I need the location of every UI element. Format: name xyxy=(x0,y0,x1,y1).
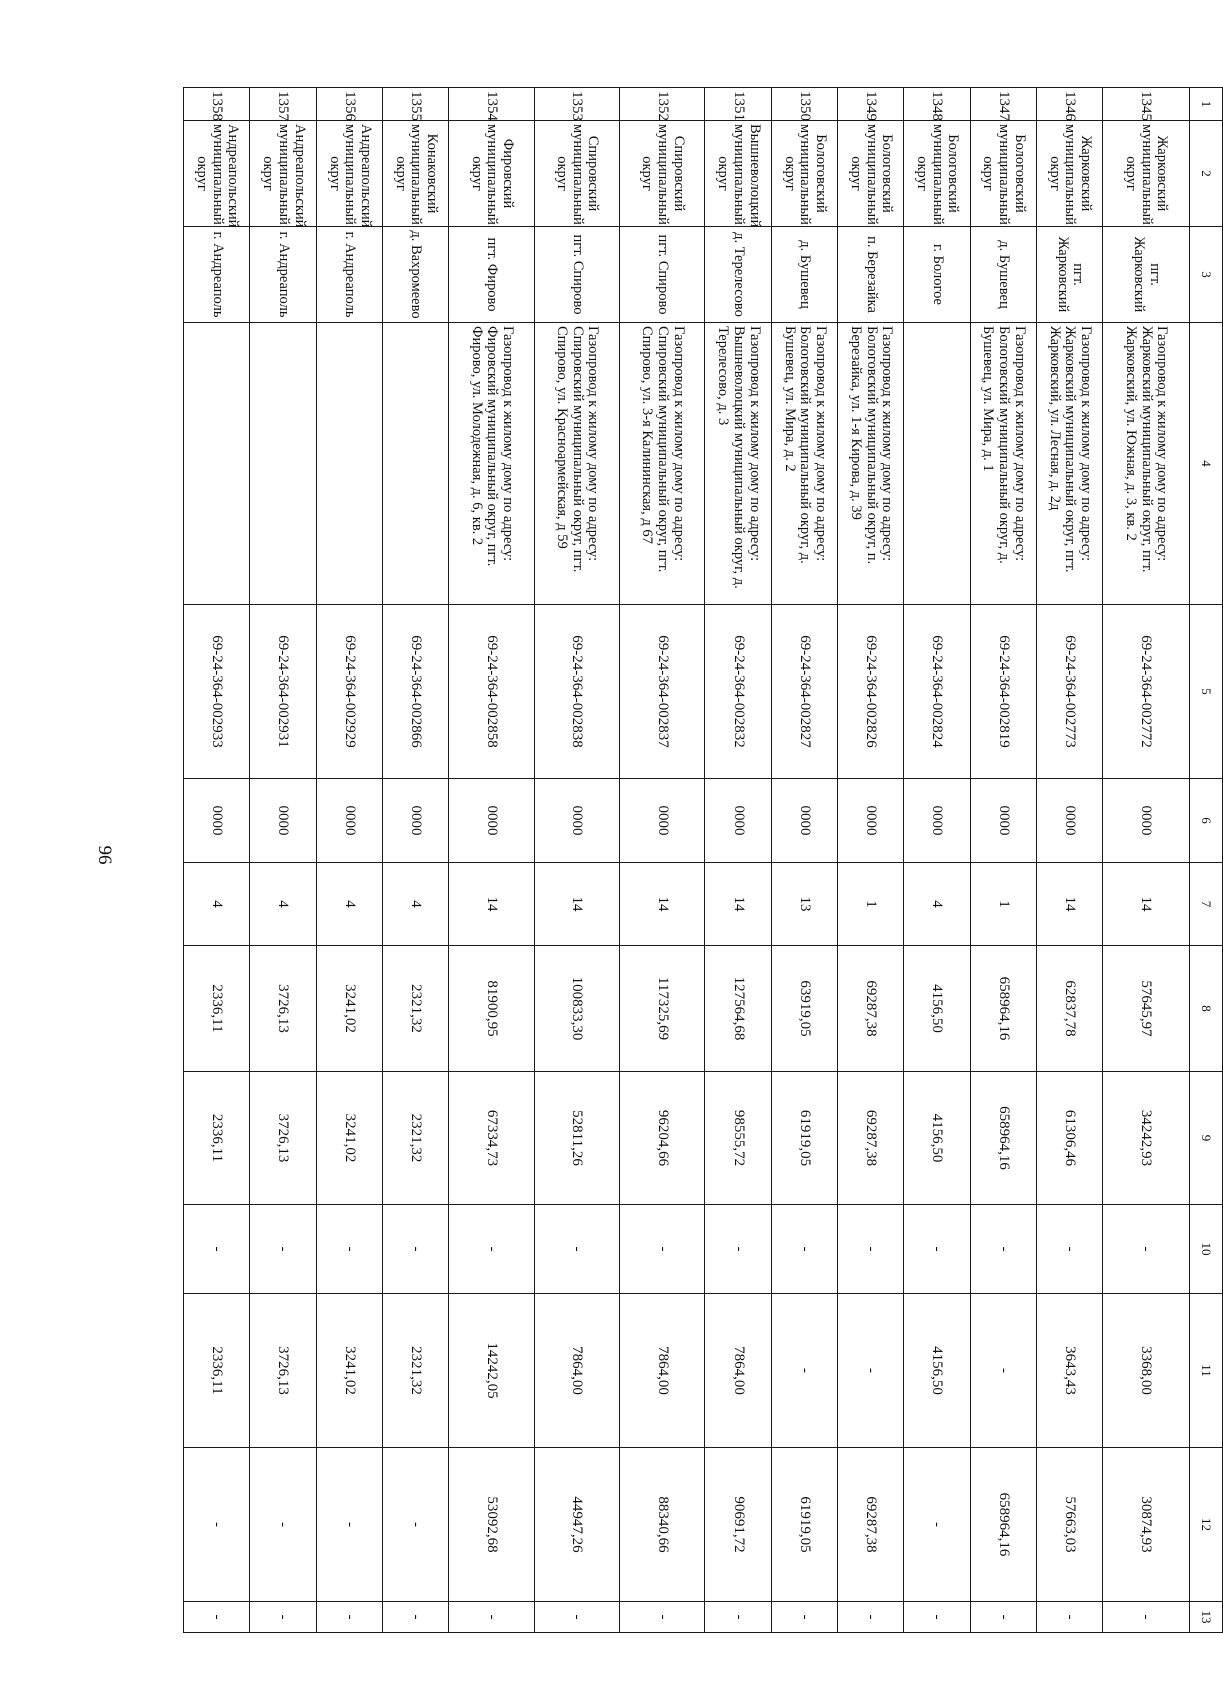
column-10-cell: - xyxy=(1103,1205,1190,1294)
region-cell: Жарковский муниципальный округ xyxy=(1103,121,1190,227)
table-row xyxy=(771,88,837,1633)
row-number-cell: 1358 xyxy=(184,88,250,121)
column-6-cell: 0000 xyxy=(970,779,1036,863)
column-8-cell: 81900,95 xyxy=(449,946,534,1072)
column-11-cell: 3241,02 xyxy=(316,1294,382,1448)
column-9-cell: 61306,46 xyxy=(1036,1072,1102,1205)
table-row xyxy=(534,88,619,1633)
column-12-cell: 30874,93 xyxy=(1103,1448,1190,1602)
row-number-cell: 1347 xyxy=(970,88,1036,121)
column-9-cell: 69287,38 xyxy=(838,1072,904,1205)
region-cell: Бологовский муниципальный округ xyxy=(838,121,904,227)
column-6-cell: 0000 xyxy=(838,779,904,863)
column-10-cell: - xyxy=(970,1205,1036,1294)
column-6-cell: 0000 xyxy=(904,779,970,863)
column-11-cell: 2321,32 xyxy=(382,1294,448,1448)
column-10-cell: - xyxy=(705,1205,771,1294)
column-11-cell: 4156,50 xyxy=(904,1294,970,1448)
cadastral-number-cell: 69-24-364-002819 xyxy=(970,605,1036,779)
column-10-cell: - xyxy=(250,1205,316,1294)
column-11-cell: 7864,00 xyxy=(620,1294,705,1448)
locality-cell: г. Бологое xyxy=(904,227,970,323)
cadastral-number-cell: 69-24-364-002931 xyxy=(250,605,316,779)
column-8-cell: 3726,13 xyxy=(250,946,316,1072)
column-13-cell: - xyxy=(620,1602,705,1633)
region-cell: Андреапольский муниципальный округ xyxy=(250,121,316,227)
column-6-cell: 0000 xyxy=(316,779,382,863)
column-13-cell: - xyxy=(250,1602,316,1633)
locality-cell: д. Терелесово xyxy=(705,227,771,323)
locality-cell: д. Бушевец xyxy=(970,227,1036,323)
column-8-cell: 63919,05 xyxy=(771,946,837,1072)
column-13-cell: - xyxy=(382,1602,448,1633)
description-cell: Газопровод к жилому дому по адресу: Жарковский муниципальный округ, пгт. Жарковский, ул. Лесная, д. 2д xyxy=(1036,323,1102,605)
column-10-cell: - xyxy=(184,1205,250,1294)
column-12-cell: 44947,26 xyxy=(534,1448,619,1602)
region-cell: Вышневолоцкий муниципальный округ xyxy=(705,121,771,227)
region-cell: Спировский муниципальный округ xyxy=(534,121,619,227)
column-13-cell: - xyxy=(705,1602,771,1633)
column-10-cell: - xyxy=(1036,1205,1102,1294)
table-row xyxy=(1036,88,1102,1633)
column-12-cell: - xyxy=(904,1448,970,1602)
column-12-cell: 61919,05 xyxy=(771,1448,837,1602)
column-8-cell: 658964,16 xyxy=(970,946,1036,1072)
column-7-cell: 1 xyxy=(970,863,1036,946)
column-11-cell: 7864,00 xyxy=(534,1294,619,1448)
cadastral-number-cell: 69-24-364-002772 xyxy=(1103,605,1190,779)
column-9-cell: 98555,72 xyxy=(705,1072,771,1205)
column-10-cell: - xyxy=(838,1205,904,1294)
region-cell: Бологовский муниципальный округ xyxy=(970,121,1036,227)
column-13-cell: - xyxy=(771,1602,837,1633)
row-number-cell: 1352 xyxy=(620,88,705,121)
description-cell xyxy=(382,323,448,605)
description-cell xyxy=(250,323,316,605)
column-number-header: 13 xyxy=(1189,1602,1222,1633)
column-number-header: 5 xyxy=(1189,605,1222,779)
data-table xyxy=(183,87,1223,1633)
locality-cell: д. Вахромеево xyxy=(382,227,448,323)
column-11-cell: - xyxy=(771,1294,837,1448)
table-row xyxy=(838,88,904,1633)
column-9-cell: 61919,05 xyxy=(771,1072,837,1205)
row-number-cell: 1354 xyxy=(449,88,534,121)
column-number-header: 8 xyxy=(1189,946,1222,1072)
column-7-cell: 13 xyxy=(771,863,837,946)
column-9-cell: 658964,16 xyxy=(970,1072,1036,1205)
region-cell: Фировский муниципальный округ xyxy=(449,121,534,227)
region-cell: Андреапольский муниципальный округ xyxy=(184,121,250,227)
table-row xyxy=(705,88,771,1633)
cadastral-number-cell: 69-24-364-002933 xyxy=(184,605,250,779)
locality-cell: г. Андреаполь xyxy=(184,227,250,323)
column-12-cell: - xyxy=(316,1448,382,1602)
column-6-cell: 0000 xyxy=(1103,779,1190,863)
column-11-cell: 3368,00 xyxy=(1103,1294,1190,1448)
description-cell xyxy=(184,323,250,605)
description-cell: Газопровод к жилому дому по адресу: Спировский муниципальный округ, пгт. Спирово, ул. 3-я Калининская, д 67 xyxy=(620,323,705,605)
locality-cell: г. Андреаполь xyxy=(250,227,316,323)
column-9-cell: 96204,66 xyxy=(620,1072,705,1205)
cadastral-number-cell: 69-24-364-002824 xyxy=(904,605,970,779)
column-number-header: 3 xyxy=(1189,227,1222,323)
column-13-cell: - xyxy=(1103,1602,1190,1633)
column-6-cell: 0000 xyxy=(449,779,534,863)
column-11-cell: 14242,05 xyxy=(449,1294,534,1448)
locality-cell: пгт. Жарковский xyxy=(1103,227,1190,323)
column-12-cell: - xyxy=(250,1448,316,1602)
cadastral-number-cell: 69-24-364-002866 xyxy=(382,605,448,779)
column-10-cell: - xyxy=(620,1205,705,1294)
column-7-cell: 14 xyxy=(449,863,534,946)
column-13-cell: - xyxy=(970,1602,1036,1633)
column-9-cell: 67334,73 xyxy=(449,1072,534,1205)
page-number: 96 xyxy=(94,845,115,865)
column-8-cell: 69287,38 xyxy=(838,946,904,1072)
column-8-cell: 3241,02 xyxy=(316,946,382,1072)
column-6-cell: 0000 xyxy=(534,779,619,863)
column-10-cell: - xyxy=(449,1205,534,1294)
description-cell: Газопровод к жилому дому по адресу: Бологовский муниципальный округ, д. Бушевец, ул. Мира, д. 1 xyxy=(970,323,1036,605)
column-12-cell: 53092,68 xyxy=(449,1448,534,1602)
column-7-cell: 4 xyxy=(250,863,316,946)
table-row xyxy=(904,88,970,1633)
column-number-header: 9 xyxy=(1189,1072,1222,1205)
column-8-cell: 100833,30 xyxy=(534,946,619,1072)
column-7-cell: 14 xyxy=(1036,863,1102,946)
column-11-cell: - xyxy=(970,1294,1036,1448)
column-7-cell: 14 xyxy=(705,863,771,946)
column-12-cell: 57663,03 xyxy=(1036,1448,1102,1602)
column-7-cell: 14 xyxy=(534,863,619,946)
region-cell: Бологовский муниципальный округ xyxy=(904,121,970,227)
column-7-cell: 14 xyxy=(620,863,705,946)
column-number-header: 11 xyxy=(1189,1294,1222,1448)
row-number-cell: 1349 xyxy=(838,88,904,121)
region-cell: Спировский муниципальный округ xyxy=(620,121,705,227)
column-8-cell: 127564,68 xyxy=(705,946,771,1072)
column-6-cell: 0000 xyxy=(382,779,448,863)
column-12-cell: - xyxy=(184,1448,250,1602)
column-6-cell: 0000 xyxy=(620,779,705,863)
column-13-cell: - xyxy=(838,1602,904,1633)
column-11-cell: - xyxy=(838,1294,904,1448)
column-6-cell: 0000 xyxy=(250,779,316,863)
column-11-cell: 3726,13 xyxy=(250,1294,316,1448)
column-6-cell: 0000 xyxy=(184,779,250,863)
table-row xyxy=(382,88,448,1633)
column-8-cell: 2336,11 xyxy=(184,946,250,1072)
column-8-cell: 2321,32 xyxy=(382,946,448,1072)
row-number-cell: 1357 xyxy=(250,88,316,121)
column-7-cell: 14 xyxy=(1103,863,1190,946)
column-number-header: 1 xyxy=(1189,88,1222,121)
column-8-cell: 4156,50 xyxy=(904,946,970,1072)
cadastral-number-cell: 69-24-364-002773 xyxy=(1036,605,1102,779)
column-9-cell: 3241,02 xyxy=(316,1072,382,1205)
region-cell: Жарковский муниципальный округ xyxy=(1036,121,1102,227)
table-row xyxy=(970,88,1036,1633)
column-9-cell: 2321,32 xyxy=(382,1072,448,1205)
column-8-cell: 117325,69 xyxy=(620,946,705,1072)
column-11-cell: 2336,11 xyxy=(184,1294,250,1448)
column-number-header: 10 xyxy=(1189,1205,1222,1294)
description-cell: Газопровод к жилому дому по адресу: Фировский муниципальный округ, пгт. Фирово, ул. Молодежная, д. 6, кв. 2 xyxy=(449,323,534,605)
column-8-cell: 57645,97 xyxy=(1103,946,1190,1072)
description-cell xyxy=(316,323,382,605)
column-10-cell: - xyxy=(904,1205,970,1294)
header-row xyxy=(1189,88,1222,1633)
table-row xyxy=(620,88,705,1633)
column-13-cell: - xyxy=(184,1602,250,1633)
cadastral-number-cell: 69-24-364-002929 xyxy=(316,605,382,779)
locality-cell: п. Березайка xyxy=(838,227,904,323)
column-13-cell: - xyxy=(316,1602,382,1633)
description-cell: Газопровод к жилому дому по адресу: Спировский муниципальный округ, пгт. Спирово, ул. Красноармейская, д 59 xyxy=(534,323,619,605)
column-9-cell: 34242,93 xyxy=(1103,1072,1190,1205)
column-7-cell: 1 xyxy=(838,863,904,946)
table-row xyxy=(1103,88,1190,1633)
region-cell: Конаковский муниципальный округ xyxy=(382,121,448,227)
row-number-cell: 1351 xyxy=(705,88,771,121)
column-8-cell: 62837,78 xyxy=(1036,946,1102,1072)
column-6-cell: 0000 xyxy=(705,779,771,863)
column-9-cell: 52811,26 xyxy=(534,1072,619,1205)
description-cell: Газопровод к жилому дому по адресу: Бологовский муниципальный округ, п. Березайка, ул. 1-я Кирова, д. 39 xyxy=(838,323,904,605)
column-12-cell: 658964,16 xyxy=(970,1448,1036,1602)
column-12-cell: 88340,66 xyxy=(620,1448,705,1602)
description-cell: Газопровод к жилому дому по адресу: Жарковский муниципальный округ, пгт. Жарковский, ул. Южная, д. 3, кв. 2 xyxy=(1103,323,1190,605)
column-11-cell: 7864,00 xyxy=(705,1294,771,1448)
cadastral-number-cell: 69-24-364-002838 xyxy=(534,605,619,779)
table-row xyxy=(316,88,382,1633)
column-9-cell: 2336,11 xyxy=(184,1072,250,1205)
description-cell: Газопровод к жилому дому по адресу: Вышневолоцкий муниципальный округ, д. Терелесово, д. 3 xyxy=(705,323,771,605)
column-12-cell: 90691,72 xyxy=(705,1448,771,1602)
column-7-cell: 4 xyxy=(382,863,448,946)
column-13-cell: - xyxy=(534,1602,619,1633)
row-number-cell: 1345 xyxy=(1103,88,1190,121)
locality-cell: д. Бушевец xyxy=(771,227,837,323)
column-13-cell: - xyxy=(449,1602,534,1633)
cadastral-number-cell: 69-24-364-002837 xyxy=(620,605,705,779)
region-cell: Бологовский муниципальный округ xyxy=(771,121,837,227)
column-9-cell: 4156,50 xyxy=(904,1072,970,1205)
table-row xyxy=(184,88,250,1633)
description-cell xyxy=(904,323,970,605)
row-number-cell: 1353 xyxy=(534,88,619,121)
locality-cell: пгт. Спирово xyxy=(534,227,619,323)
column-10-cell: - xyxy=(534,1205,619,1294)
column-12-cell: - xyxy=(382,1448,448,1602)
row-number-cell: 1348 xyxy=(904,88,970,121)
locality-cell: г. Андреаполь xyxy=(316,227,382,323)
column-number-header: 4 xyxy=(1189,323,1222,605)
column-12-cell: 69287,38 xyxy=(838,1448,904,1602)
cadastral-number-cell: 69-24-364-002832 xyxy=(705,605,771,779)
locality-cell: пгт. Жарковский xyxy=(1036,227,1102,323)
description-cell: Газопровод к жилому дому по адресу: Бологовский муниципальный округ, д. Бушевец, ул. Мира, д. 2 xyxy=(771,323,837,605)
column-6-cell: 0000 xyxy=(771,779,837,863)
row-number-cell: 1355 xyxy=(382,88,448,121)
row-number-cell: 1356 xyxy=(316,88,382,121)
region-cell: Андреапольский муниципальный округ xyxy=(316,121,382,227)
column-13-cell: - xyxy=(1036,1602,1102,1633)
column-10-cell: - xyxy=(382,1205,448,1294)
locality-cell: пгт. Спирово xyxy=(620,227,705,323)
row-number-cell: 1350 xyxy=(771,88,837,121)
column-6-cell: 0000 xyxy=(1036,779,1102,863)
column-7-cell: 4 xyxy=(184,863,250,946)
column-13-cell: - xyxy=(904,1602,970,1633)
column-number-header: 2 xyxy=(1189,121,1222,227)
cadastral-number-cell: 69-24-364-002826 xyxy=(838,605,904,779)
row-number-cell: 1346 xyxy=(1036,88,1102,121)
column-7-cell: 4 xyxy=(316,863,382,946)
column-10-cell: - xyxy=(316,1205,382,1294)
locality-cell: пгт. Фирово xyxy=(449,227,534,323)
column-number-header: 7 xyxy=(1189,863,1222,946)
table-row xyxy=(250,88,316,1633)
cadastral-number-cell: 69-24-364-002827 xyxy=(771,605,837,779)
column-7-cell: 4 xyxy=(904,863,970,946)
column-10-cell: - xyxy=(771,1205,837,1294)
cadastral-number-cell: 69-24-364-002858 xyxy=(449,605,534,779)
column-9-cell: 3726,13 xyxy=(250,1072,316,1205)
column-11-cell: 3643,43 xyxy=(1036,1294,1102,1448)
column-number-header: 12 xyxy=(1189,1448,1222,1602)
table-row xyxy=(449,88,534,1633)
column-number-header: 6 xyxy=(1189,779,1222,863)
